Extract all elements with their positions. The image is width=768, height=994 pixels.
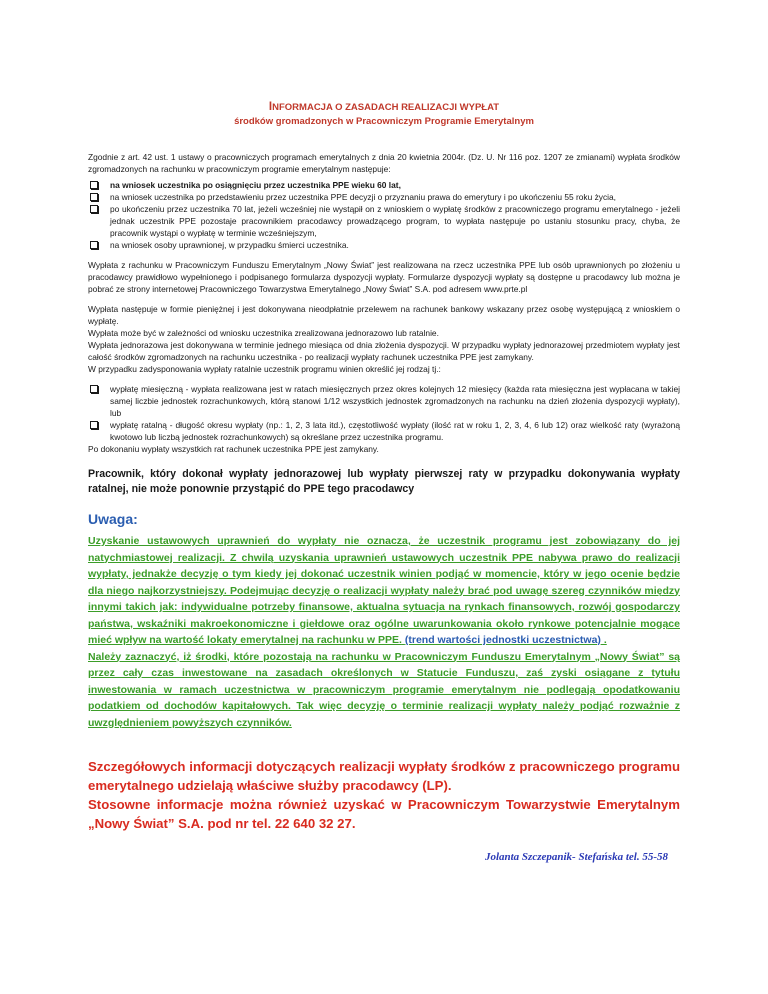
checkbox-bullet-icon: [90, 385, 98, 393]
list-item: [88, 383, 680, 419]
list-item-text: na wniosek uczestnika po przedstawieniu przez uczestnika PPE decyzji o przyznaniu prawa do emerytury i po ukończeniu 55 roku życia,: [110, 192, 617, 202]
list-item-text: na wniosek uczestnika po osiągnięciu przez uczestnika PPE wieku 60 lat,: [110, 180, 401, 190]
checkbox-bullet-icon: [90, 241, 98, 249]
uwaga-paragraph-1: [88, 533, 680, 649]
installments-list: [88, 383, 680, 443]
list-item-text: na wniosek osoby uprawnionej, w przypadku śmierci uczestnika.: [110, 240, 349, 250]
rejoin-warning: Pracownik, który dokonał wypłaty jednorazowej lub wypłaty pierwszej raty w przypadku dokonywania wypłaty ratalnej, nie może ponownie przystąpić do PPE tego pracodawcy: [88, 468, 680, 495]
uwaga-text-1-end: .: [600, 634, 607, 646]
checkbox-bullet-icon: [90, 205, 98, 213]
list-item-text: wypłatę ratalną - długość okresu wypłaty (np.: 1, 2, 3 lata itd.), częstotliwość wypłaty (ilość rat w roku 1, 2, 3, 4, 6 lub 12) oraz wielkość raty (wyrażoną kwotowo lub liczbą jednostek rozrachunkowych) są określane przez uczestnika programu.: [110, 420, 680, 442]
list-item-text: po ukończeniu przez uczestnika 70 lat, jeżeli wcześniej nie wystąpił on z wnioskiem o wypłatę środków z pracowniczego programu emerytalnego - jeżeli jednak uczestnik PPE pozostaje pracownikiem pracodawcy prowadzącego program, to wypłata następuje po ustaniu stosunku pracy, chyba, że pracownik wystąpi o wypłatę w terminie wcześniejszym,: [110, 204, 680, 238]
list-item: [88, 191, 680, 203]
checkbox-bullet-icon: [90, 421, 98, 429]
list-item: [88, 203, 680, 239]
closing-line: Po dokonaniu wypłaty wszystkich rat rachunek uczestnika PPE jest zamykany.: [88, 444, 379, 454]
uwaga-paragraph-2: Należy zaznaczyć, iż środki, które pozostają na rachunku w Pracowniczym Funduszu Emerytalnym „Nowy Świat” są przez cały czas inwestowane na zasadach określonych w Statucie Funduszu, zaś zyski osiągane z tytułu inwestowania w ramach uczestnictwa w pracowniczym programie emerytalnym nie podlegają opodatkowaniu podatkiem od dochodów kapitałowych. Tak więc decyzję o terminie realizacji wypłaty należy podjąć rozważnie z uwzględnieniem powyższych czynników.: [88, 650, 680, 729]
unit-value-trend-link[interactable]: (trend wartości jednostki uczestnictwa): [404, 634, 601, 646]
payment-paragraphs: [88, 303, 680, 375]
payment-line: W przypadku zadysponowania wypłaty ratalnie uczestnik programu winien określić jej rodzaj tj.:: [88, 364, 441, 374]
title-line-1: [88, 100, 680, 115]
title-line-2: środków gromadzonych w Pracowniczym Programie Emerytalnym: [234, 116, 534, 127]
document-page: [88, 100, 680, 863]
conditions-list: [88, 179, 680, 251]
list-item: [88, 239, 680, 251]
list-item: [88, 179, 680, 191]
document-title: [88, 100, 680, 129]
checkbox-bullet-icon: [90, 193, 98, 201]
list-item-text: wypłatę miesięczną - wypłata realizowana jest w ratach miesięcznych przez okres kolejnych 12 miesięcy (każda rata miesięczna jest wypłacana w takiej samej liczbie jednostek rozrachunkowych, którą stanowi 1/12 wszystkich jednostek zgromadzonych na rachunku na dzień złożenia dyspozycji wypłaty), lub: [110, 384, 680, 418]
uwaga-text-1: Uzyskanie ustawowych uprawnień do wypłaty nie oznacza, że uczestnik programu jest zobowiązany do jej natychmiastowej realizacji. Z chwilą uzyskania uprawnień ustawowych uczestnik PPE nabywa prawo do realizacji wypłaty, jednakże decyzję o tym kiedy jej dokonać uczestnik winien podjąć w momencie, który w jego ocenie będzie dla niego najkorzystniejszy. Podejmując decyzję o realizacji wypłaty należy brać pod uwagę szereg czynników między innymi takich jak: indywidualne potrzeby finansowe, aktualna sytuacja na rynkach finansowych, rozwój gospodarczy państwa, wskaźniki makroekonomiczne i giełdowe oraz ogólne uwarunkowania około rynkowe potencjalnie mogące mieć wpływ na wartość lokaty emerytalnej na rachunku w PPE.: [88, 535, 680, 646]
payment-line: Wypłata jednorazowa jest dokonywana w terminie jednego miesiąca od dnia złożenia dyspozycji. W przypadku wypłaty jednorazowej przedmiotem wypłaty jest całość środków zgromadzonych na rachunku uczestnika - po realizacji wypłaty rachunek uczestnika PPE jest zamykany.: [88, 340, 680, 362]
payment-line: Wypłata następuje w formie pieniężnej i jest dokonywana nieodpłatnie przelewem na rachunek bankowy wskazany przez osobę występującą z wnioskiem o wypłatę.: [88, 304, 680, 326]
contact-paragraph-2: Stosowne informacje można również uzyskać w Pracowniczym Towarzystwie Emerytalnym „Nowy Świat” S.A. pod nr tel. 22 640 32 27.: [88, 797, 680, 831]
checkbox-bullet-icon: [90, 181, 98, 189]
intro-paragraph: Zgodnie z art. 42 ust. 1 ustawy o pracowniczych programach emerytalnych z dnia 20 kwietnia 2004r. (Dz. U. Nr 116 poz. 1207 ze zmianami) wypłata środków zgromadzonych na rachunku w pracowniczym programie emerytalnym następuje:: [88, 152, 680, 174]
uwaga-heading: Uwaga:: [88, 511, 138, 527]
title-initial: I: [268, 101, 273, 113]
title-line-1-text: NFORMACJA O ZASADACH REALIZACJI WYPŁAT: [272, 102, 500, 113]
contact-paragraph-1: Szczegółowych informacji dotyczących realizacji wypłaty środków z pracowniczego programu emerytalnego udzielają właściwe służby pracodawcy (LP).: [88, 759, 680, 793]
signature: Jolanta Szczepanik- Stefańska tel. 55-58: [484, 851, 668, 863]
fund-paragraph: Wypłata z rachunku w Pracowniczym Funduszu Emerytalnym „Nowy Świat” jest realizowana na rzecz uczestnika PPE lub osób uprawnionych po złożeniu u pracodawcy prawidłowo wypełnionego i podpisanego formularza dyspozycji wypłaty. Formularze dyspozycji wypłaty są dostępne u pracodawcy lub można je pobrać ze strony internetowej Pracowniczego Towarzystwa Emerytalnego „Nowy Świat” S.A. pod adresem www.prte.pl: [88, 260, 680, 294]
list-item: [88, 419, 680, 443]
payment-line: Wypłata może być w zależności od wniosku uczestnika zrealizowana jednorazowo lub ratalnie.: [88, 328, 439, 338]
